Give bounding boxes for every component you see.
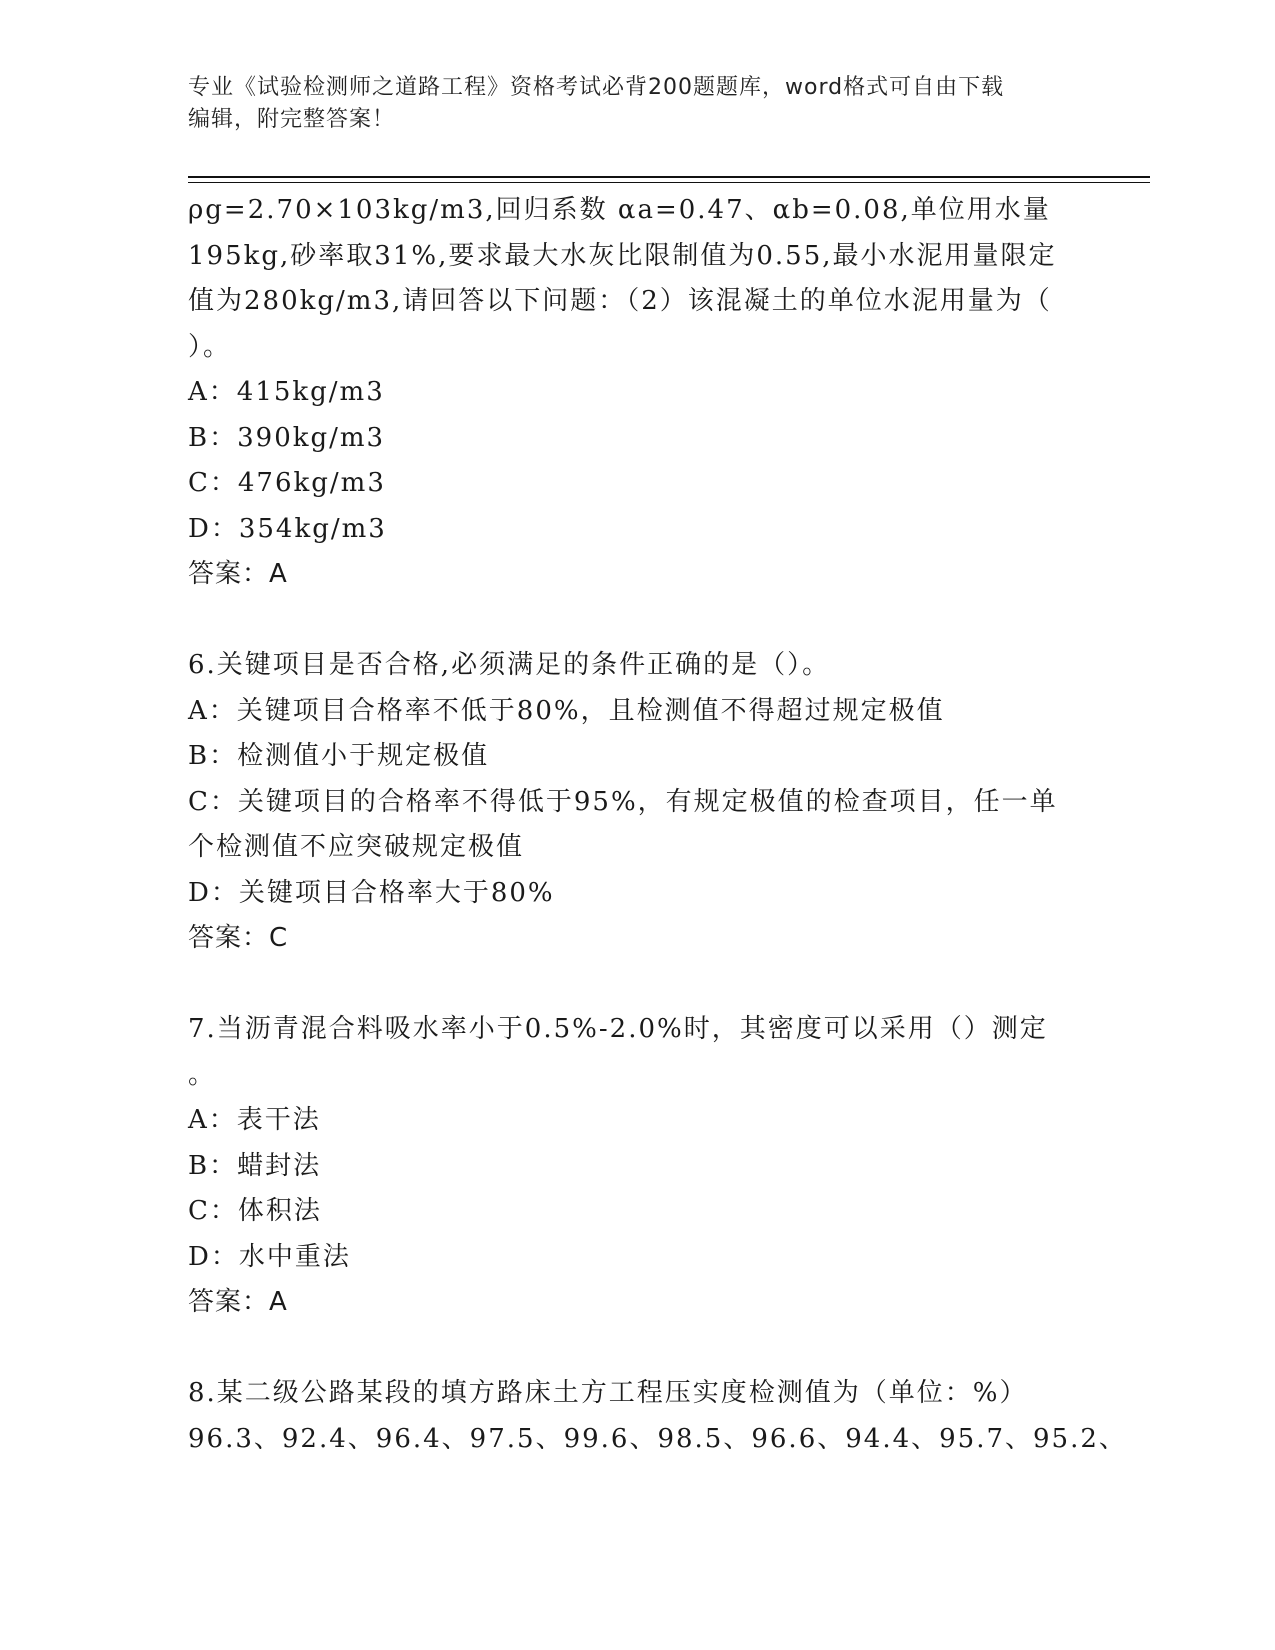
question-6-option-d: D：关键项目合格率大于80%: [188, 877, 555, 908]
question-6-answer: 答案：C: [188, 923, 289, 953]
question-7-stem-line-2: 。: [188, 1059, 217, 1090]
question-6-option-c-line-2: 个检测值不应突破规定极值: [188, 832, 525, 862]
question-8-stem-line-1: 8.某二级公路某段的填方路床土方工程压实度检测值为（单位：%）: [188, 1378, 1028, 1408]
question-7-option-d: D：水中重法: [188, 1241, 351, 1272]
question-7-answer: 答案：A: [188, 1287, 288, 1317]
question-5-option-d: D：354kg/m3: [188, 513, 387, 544]
question-8-stem-line-2: 96.3、92.4、96.4、97.5、99.6、98.5、96.6、94.4、95.7、95.2、: [188, 1423, 1127, 1454]
question-7-stem-line-1: 7.当沥青混合料吸水率小于0.5%-2.0%时，其密度可以采用（）测定: [188, 1014, 1048, 1044]
question-5-option-b: B：390kg/m3: [188, 422, 386, 453]
question-6-option-b: B：检测值小于规定极值: [188, 741, 490, 771]
question-7-option-a: A：表干法: [188, 1105, 321, 1135]
question-8: [188, 1371, 1127, 1462]
document-header: [188, 72, 1088, 136]
question-5-text-line-2: 195kg,砂率取31%,要求最大水灰比限制值为0.55,最小水泥用量限定: [188, 240, 1057, 271]
question-6-option-c-line-1: C：关键项目的合格率不得低于95%，有规定极值的检查项目，任一单: [188, 786, 1058, 817]
question-5-text-line-3: 值为280kg/m3,请回答以下问题：（2）该混凝土的单位水泥用量为（: [188, 286, 1052, 316]
header-rule-thin: [188, 182, 1150, 183]
question-7-option-c: C：体积法: [188, 1196, 322, 1226]
question-7: [188, 1007, 1088, 1326]
spacer: [188, 962, 1088, 1008]
question-5-text-line-4: ）。: [188, 331, 232, 362]
question-5-option-c: C：476kg/m3: [188, 468, 386, 498]
question-6: [188, 643, 1088, 962]
question-6-stem: 6.关键项目是否合格,必须满足的条件正确的是（）。: [188, 650, 831, 680]
header-title-line-2: 编辑，附完整答案！: [188, 107, 396, 132]
question-list: [188, 188, 1127, 1462]
question-5: [188, 188, 1088, 598]
header-rule-thick: [188, 176, 1150, 178]
question-5-option-a: A：415kg/m3: [188, 377, 385, 407]
spacer: [188, 1326, 1088, 1372]
question-5-text-line-1: ρg=2.70×103kg/m3,回归系数 αa=0.47、αb=0.08,单位用水量: [188, 195, 1051, 225]
question-5-answer: 答案：A: [188, 559, 288, 589]
header-title-line-1: 专业《试验检测师之道路工程》资格考试必背200题题库，word格式可自由下载: [188, 75, 1005, 100]
question-6-option-a: A：关键项目合格率不低于80%，且检测值不得超过规定极值: [188, 695, 945, 726]
question-7-option-b: B：蜡封法: [188, 1150, 322, 1181]
spacer: [188, 598, 1088, 644]
